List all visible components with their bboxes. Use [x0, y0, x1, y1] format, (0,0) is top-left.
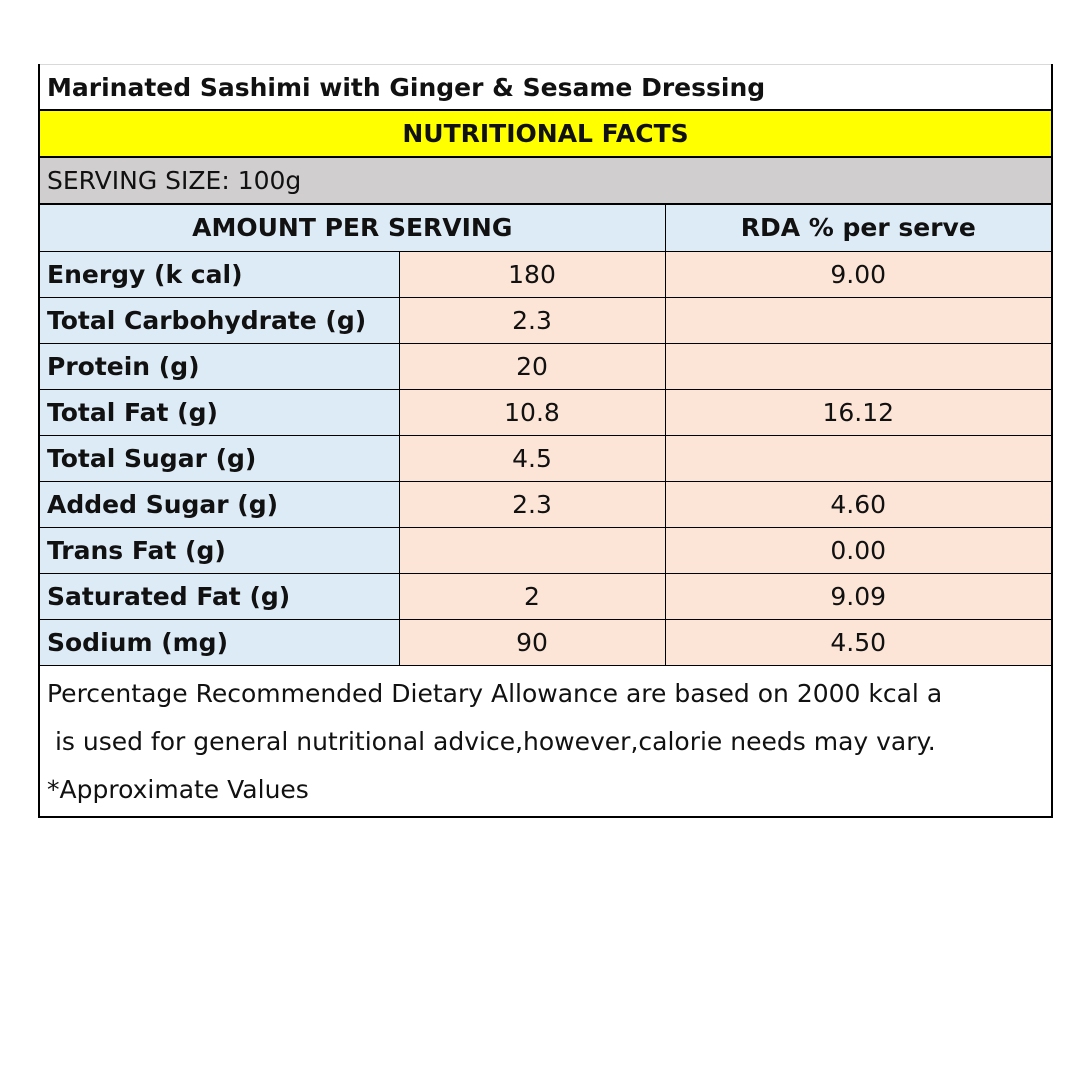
nutrient-rda: 4.60 — [665, 481, 1051, 527]
nutrient-rda: 4.50 — [665, 619, 1051, 665]
nutrient-amount: 2.3 — [399, 481, 665, 527]
table-header-row — [40, 205, 1051, 251]
nutrient-rda: 0.00 — [665, 527, 1051, 573]
nutrient-name: Sodium (mg) — [40, 619, 399, 665]
nutrient-name: Total Carbohydrate (g) — [40, 297, 399, 343]
nutrient-rda — [665, 343, 1051, 389]
nutrient-name: Protein (g) — [40, 343, 399, 389]
table-row — [40, 343, 1051, 389]
nutrition-label — [38, 64, 1053, 818]
footnote — [40, 666, 1051, 816]
nutrient-rda: 9.09 — [665, 573, 1051, 619]
nutritional-facts-heading: NUTRITIONAL FACTS — [40, 111, 1051, 158]
nutrient-amount: 4.5 — [399, 435, 665, 481]
nutrition-rows — [40, 251, 1051, 665]
nutrient-amount: 2.3 — [399, 297, 665, 343]
nutrition-table — [40, 205, 1051, 666]
nutrient-amount — [399, 527, 665, 573]
table-row — [40, 435, 1051, 481]
nutrient-rda — [665, 435, 1051, 481]
nutrient-name: Total Sugar (g) — [40, 435, 399, 481]
table-row — [40, 527, 1051, 573]
nutrient-amount: 20 — [399, 343, 665, 389]
table-row — [40, 297, 1051, 343]
nutrient-name: Trans Fat (g) — [40, 527, 399, 573]
table-row — [40, 573, 1051, 619]
dish-title: Marinated Sashimi with Ginger & Sesame Dressing — [40, 64, 1051, 111]
table-row — [40, 389, 1051, 435]
nutrient-amount: 10.8 — [399, 389, 665, 435]
footnote-line-3: *Approximate Values — [47, 774, 309, 804]
serving-size: SERVING SIZE: 100g — [40, 158, 1051, 205]
nutrient-name: Saturated Fat (g) — [40, 573, 399, 619]
nutrient-amount: 2 — [399, 573, 665, 619]
footnote-line-2: is used for general nutritional advice,however,calorie needs may vary. — [47, 726, 936, 756]
nutrient-amount: 90 — [399, 619, 665, 665]
nutrient-rda: 9.00 — [665, 251, 1051, 297]
nutrient-name: Total Fat (g) — [40, 389, 399, 435]
table-row — [40, 251, 1051, 297]
nutrient-name: Energy (k cal) — [40, 251, 399, 297]
footnote-line-1: Percentage Recommended Dietary Allowance are based on 2000 kcal a — [47, 678, 943, 708]
table-row — [40, 481, 1051, 527]
nutrient-amount: 180 — [399, 251, 665, 297]
rda-header: RDA % per serve — [665, 205, 1051, 251]
nutrient-rda: 16.12 — [665, 389, 1051, 435]
nutrient-name: Added Sugar (g) — [40, 481, 399, 527]
table-row — [40, 619, 1051, 665]
amount-per-serving-header: AMOUNT PER SERVING — [40, 205, 665, 251]
nutrient-rda — [665, 297, 1051, 343]
